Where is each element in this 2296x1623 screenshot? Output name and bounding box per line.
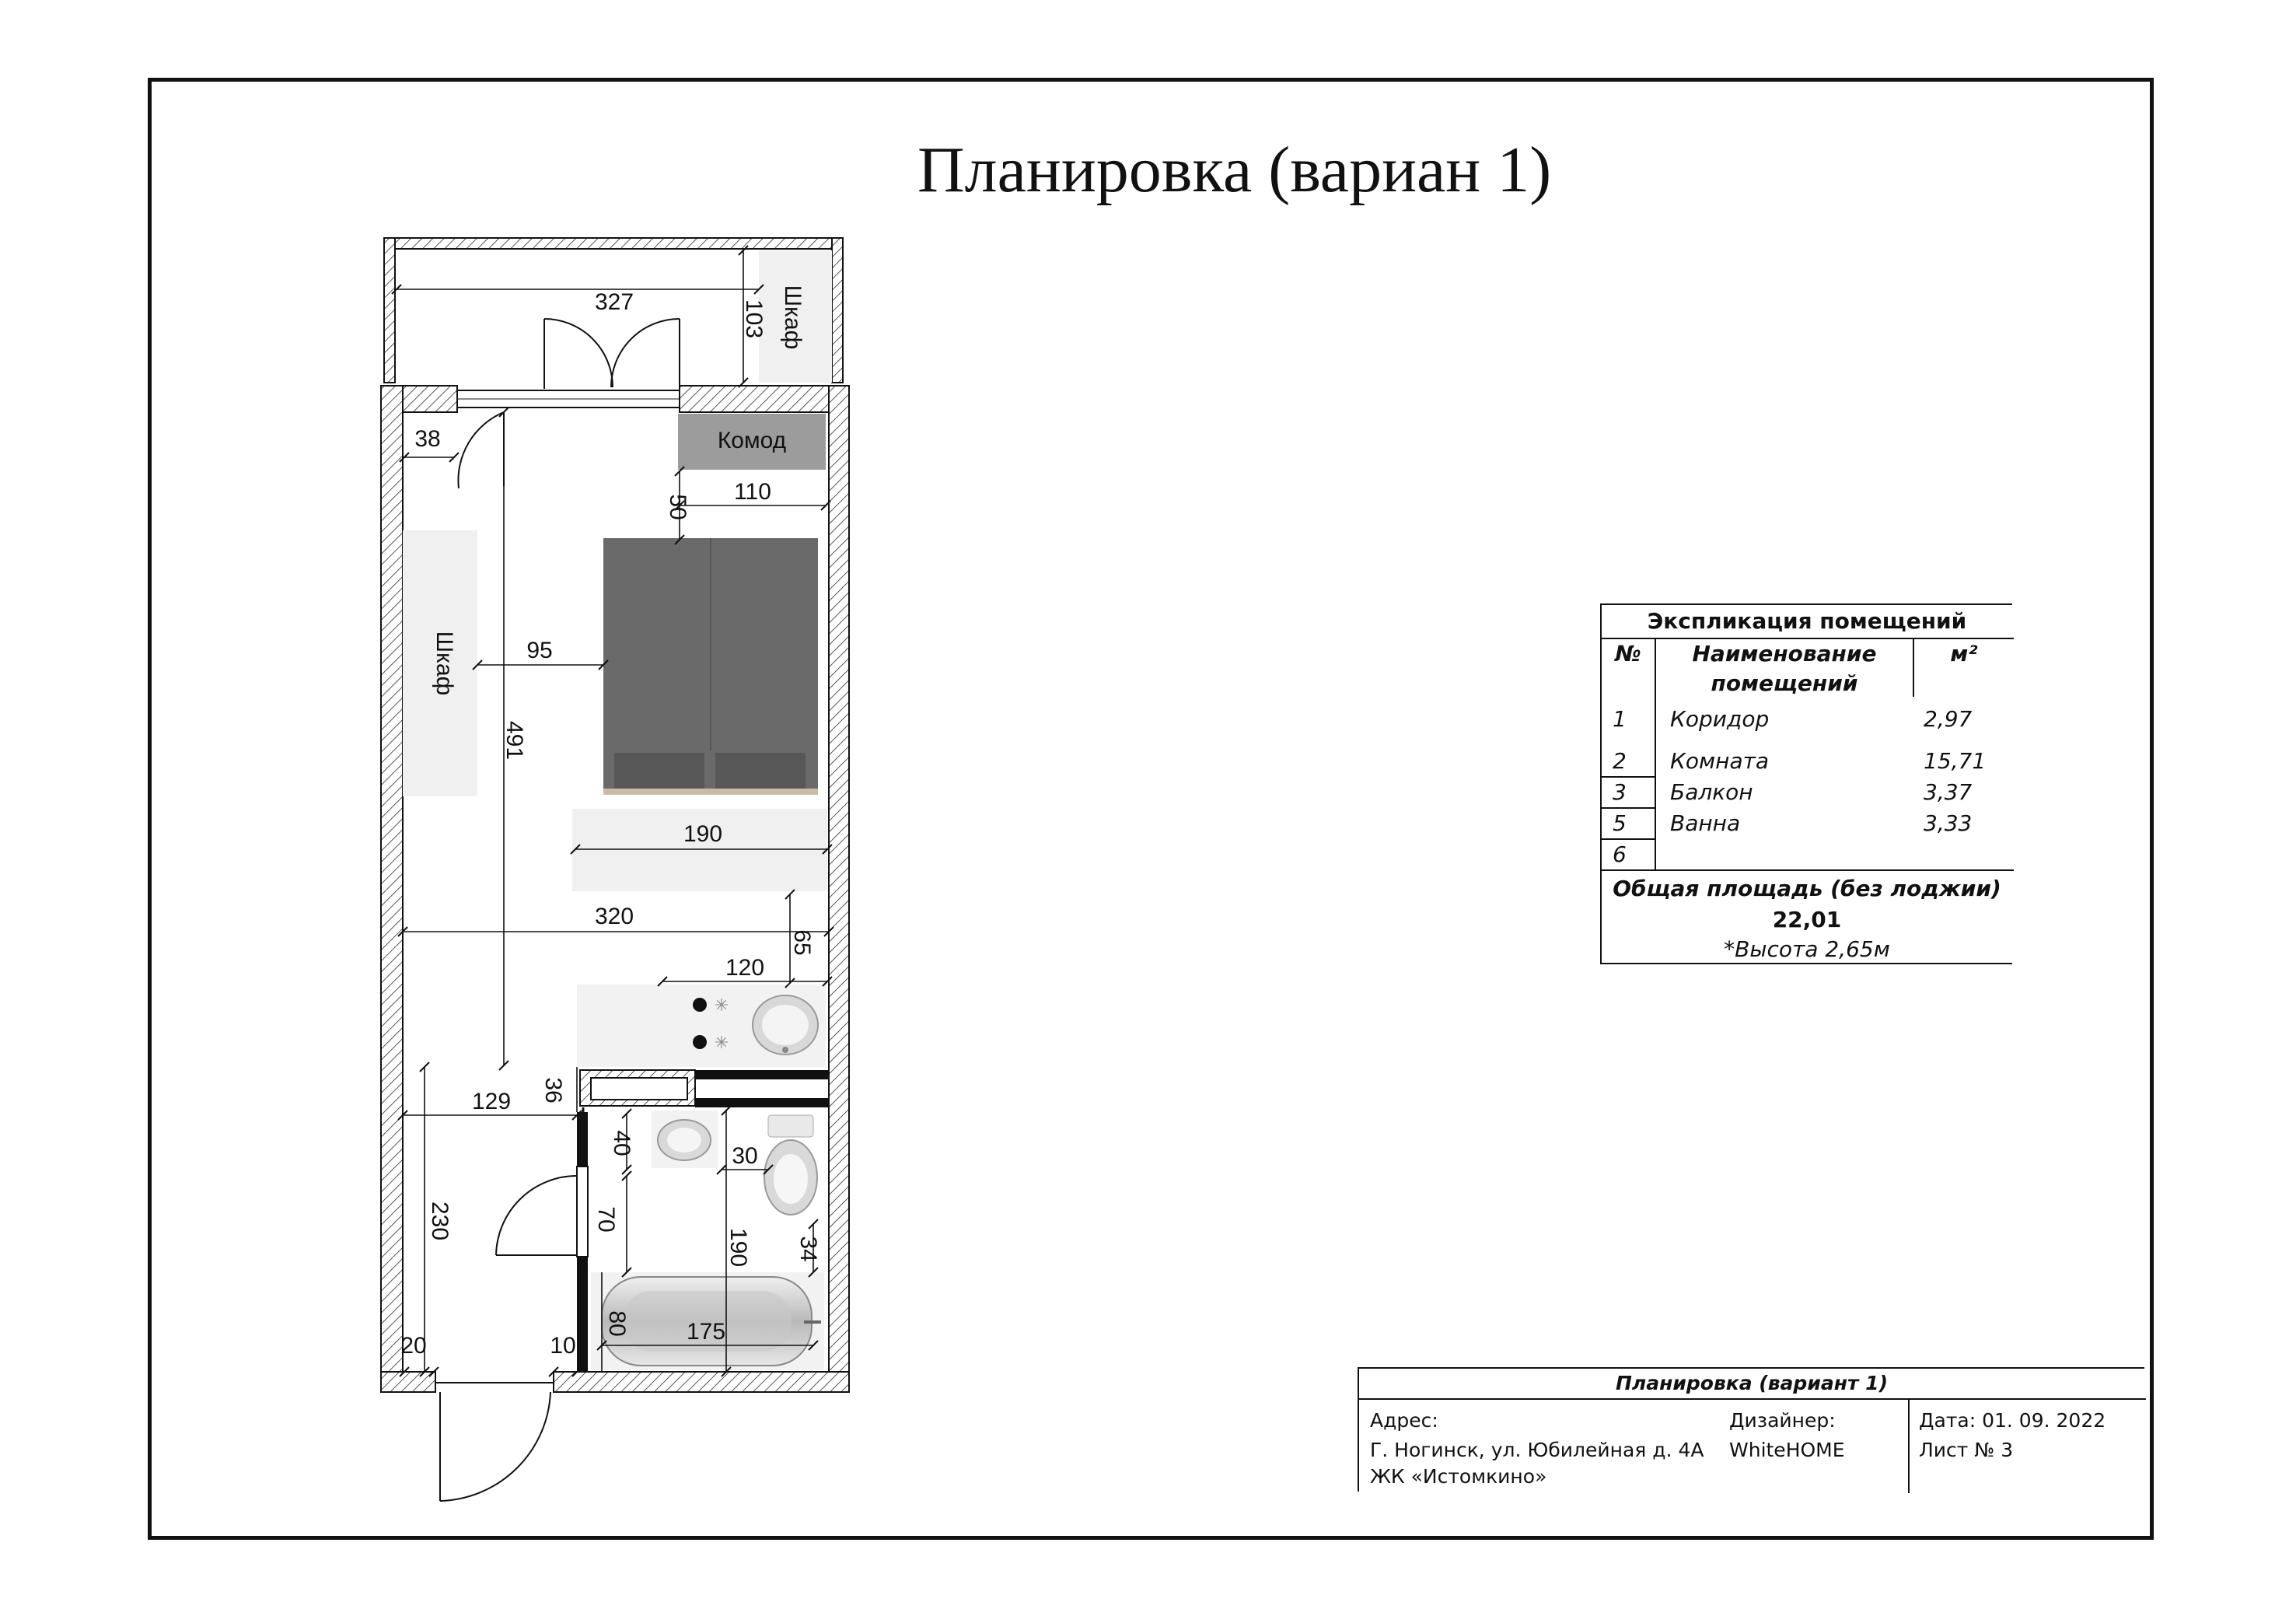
dim-120: 120 [725,955,765,981]
row-name: Ванна [1670,810,1741,836]
page-title: Планировка (вариан 1) [917,134,1552,206]
dim-95: 95 [526,638,553,663]
row-number: 6 [1613,841,1627,867]
washing-machine [577,985,662,1067]
row-number: 3 [1613,779,1627,805]
dim-40: 40 [609,1130,634,1156]
svg-text:✳: ✳ [714,995,729,1015]
designer-value: WhiteHOME [1729,1439,1845,1461]
total-area-value: 22,01 [1772,907,1842,932]
dim-327: 327 [594,289,634,315]
dresser [678,414,826,470]
row-name: Балкон [1670,779,1753,805]
ceiling-height-note: *Высота 2,65м [1724,936,1890,962]
dim-190-tv: 190 [683,821,723,847]
room-door [458,412,504,488]
dim-20: 20 [400,1333,427,1359]
dim-80: 80 [604,1310,630,1337]
corridor-wardrobe [403,530,477,796]
row-area: 2,97 [1924,706,1973,732]
dim-175: 175 [686,1319,726,1345]
dim-10: 10 [550,1333,576,1359]
dim-65: 65 [789,929,815,956]
dim-190-bath: 190 [725,1227,751,1268]
explication-title: Экспликация помещений [1647,608,1967,634]
balcony-wardrobe [759,250,832,383]
row-name: Комната [1670,748,1770,774]
wardrobe-balcony-label: Шкаф [780,285,806,350]
address-line-2: ЖК «Истомкино» [1370,1465,1547,1488]
dim-38: 38 [414,426,441,452]
dim-129: 129 [471,1089,512,1114]
dim-70: 70 [593,1206,619,1233]
dim-110: 110 [734,479,771,505]
dim-36: 36 [540,1077,566,1104]
balcony-door [544,319,680,389]
entrance-door [435,1383,554,1501]
sheet-number: Лист № 3 [1919,1439,2014,1461]
dim-34: 34 [795,1236,821,1262]
explication-table [1600,603,2012,964]
row-area: 3,33 [1924,810,1973,836]
row-name: Коридор [1670,706,1770,732]
svg-text:✳: ✳ [714,1033,729,1052]
designer-label: Дизайнер: [1729,1409,1836,1432]
title-block [1358,1367,2144,1492]
kitchen-sink [743,985,826,1067]
address-label: Адрес: [1370,1409,1438,1432]
column-header-number: № [1615,641,1641,666]
stamp-title: Планировка (вариант 1) [1615,1372,1888,1394]
row-area: 3,37 [1924,779,1973,805]
column-header-name-2: помещений [1711,670,1858,696]
row-number: 2 [1613,748,1627,774]
row-number: 5 [1613,810,1627,836]
row-area: 15,71 [1924,748,1987,774]
double-bed [603,538,818,795]
dim-50: 50 [665,494,690,520]
row-number: 1 [1613,706,1627,732]
date: Дата: 01. 09. 2022 [1919,1409,2106,1432]
dresser-label: Комод [717,427,787,453]
total-area-label: Общая площадь (без лоджии) [1613,876,2001,901]
dim-30: 30 [732,1143,758,1169]
column-header-name-1: Наименование [1692,641,1877,666]
dim-320: 320 [594,904,634,929]
column-header-area: м² [1950,641,1978,666]
stove [662,985,743,1067]
dim-103: 103 [741,299,767,339]
address-line-1: Г. Ногинск, ул. Юбилейная д. 4А [1370,1439,1704,1461]
bathroom-door [496,1176,577,1255]
dim-491: 491 [501,720,527,761]
bathroom-sink [652,1111,718,1168]
wardrobe-corridor-label: Шкаф [432,631,458,696]
dim-230: 230 [427,1201,453,1241]
